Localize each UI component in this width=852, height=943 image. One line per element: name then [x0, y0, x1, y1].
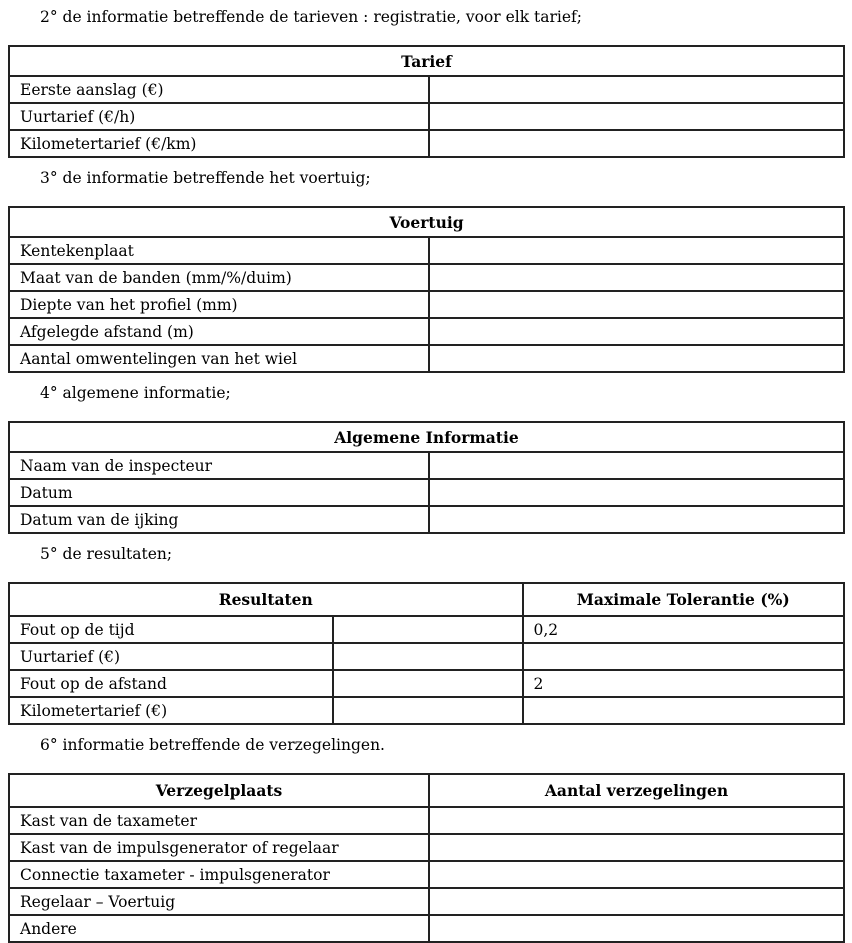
- table-row: [9, 506, 844, 533]
- table-row: [9, 130, 844, 157]
- section-heading-verzegelingen: 6° informatie betreffende de verzegelingen.: [40, 736, 385, 754]
- row-label: Uurtarief (€): [9, 643, 333, 670]
- table-header-row: [9, 46, 844, 76]
- table-row: [9, 697, 844, 724]
- row-label: Fout op de tijd: [9, 616, 333, 643]
- table-row: [9, 616, 844, 643]
- row-value: [429, 888, 844, 915]
- row-value: [429, 103, 844, 130]
- row-label: Diepte van het profiel (mm): [9, 291, 429, 318]
- table-voertuig-title: Voertuig: [9, 207, 844, 237]
- row-label: Fout op de afstand: [9, 670, 333, 697]
- row-value: [333, 643, 523, 670]
- section-heading-algemene-informatie: 4° algemene informatie;: [40, 384, 231, 402]
- row-value: [333, 697, 523, 724]
- row-value: [429, 291, 844, 318]
- table-header-row: [9, 207, 844, 237]
- table-row: [9, 888, 844, 915]
- table-voertuig: [8, 206, 845, 373]
- row-label: Andere: [9, 915, 429, 942]
- table-header-row: [9, 774, 844, 807]
- table-row: [9, 291, 844, 318]
- table-resultaten: [8, 582, 845, 725]
- table-row: [9, 318, 844, 345]
- row-value: [429, 861, 844, 888]
- row-label: Naam van de inspecteur: [9, 452, 429, 479]
- row-value: [429, 345, 844, 372]
- row-label: Kilometertarief (€): [9, 697, 333, 724]
- row-label: Aantal omwentelingen van het wiel: [9, 345, 429, 372]
- row-value: [333, 616, 523, 643]
- row-label: Uurtarief (€/h): [9, 103, 429, 130]
- table-row: [9, 670, 844, 697]
- row-value: [429, 264, 844, 291]
- table-row: [9, 861, 844, 888]
- row-value: [429, 76, 844, 103]
- row-value: [429, 506, 844, 533]
- table-row: [9, 103, 844, 130]
- row-value: [333, 670, 523, 697]
- row-label: Datum van de ijking: [9, 506, 429, 533]
- section-heading-tarieven: 2° de informatie betreffende de tarieven : registratie, voor elk tarief;: [40, 8, 583, 26]
- table-resultaten-tolerance-header: Maximale Tolerantie (%): [523, 583, 845, 616]
- row-tolerance: 0,2: [523, 616, 845, 643]
- table-row: [9, 76, 844, 103]
- row-value: [429, 237, 844, 264]
- table-row: [9, 237, 844, 264]
- table-header-row: [9, 422, 844, 452]
- row-tolerance: [523, 643, 845, 670]
- table-algemene-informatie: [8, 421, 845, 534]
- row-label: Datum: [9, 479, 429, 506]
- row-label: Regelaar – Voertuig: [9, 888, 429, 915]
- row-tolerance: [523, 697, 845, 724]
- row-label: Kast van de taxameter: [9, 807, 429, 834]
- row-label: Kentekenplaat: [9, 237, 429, 264]
- table-row: [9, 834, 844, 861]
- table-verzegelingen-col1-header: Verzegelplaats: [9, 774, 429, 807]
- row-label: Connectie taxameter - impulsgenerator: [9, 861, 429, 888]
- row-label: Kast van de impulsgenerator of regelaar: [9, 834, 429, 861]
- row-value: [429, 130, 844, 157]
- row-tolerance: 2: [523, 670, 845, 697]
- row-label: Kilometertarief (€/km): [9, 130, 429, 157]
- table-row: [9, 452, 844, 479]
- table-tarief: [8, 45, 845, 158]
- row-label: Afgelegde afstand (m): [9, 318, 429, 345]
- row-value: [429, 915, 844, 942]
- row-value: [429, 834, 844, 861]
- section-heading-resultaten: 5° de resultaten;: [40, 545, 173, 563]
- row-label: Maat van de banden (mm/%/duim): [9, 264, 429, 291]
- table-verzegelingen-col2-header: Aantal verzegelingen: [429, 774, 844, 807]
- table-row: [9, 807, 844, 834]
- row-label: Eerste aanslag (€): [9, 76, 429, 103]
- row-value: [429, 479, 844, 506]
- row-value: [429, 452, 844, 479]
- table-row: [9, 264, 844, 291]
- table-algemene-informatie-title: Algemene Informatie: [9, 422, 844, 452]
- table-resultaten-title: Resultaten: [9, 583, 523, 616]
- section-heading-voertuig: 3° de informatie betreffende het voertuig;: [40, 169, 371, 187]
- table-header-row: [9, 583, 844, 616]
- table-row: [9, 479, 844, 506]
- table-verzegelingen: [8, 773, 845, 943]
- table-row: [9, 643, 844, 670]
- row-value: [429, 318, 844, 345]
- table-tarief-title: Tarief: [9, 46, 844, 76]
- row-value: [429, 807, 844, 834]
- table-row: [9, 915, 844, 942]
- table-row: [9, 345, 844, 372]
